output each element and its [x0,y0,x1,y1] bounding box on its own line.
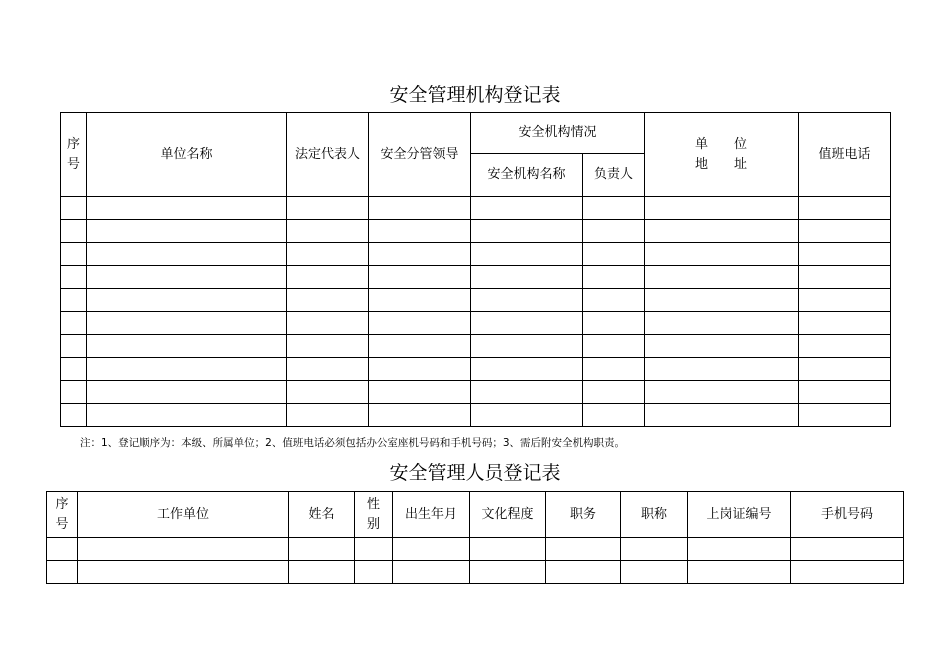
table-cell[interactable] [47,561,78,584]
table-cell[interactable] [645,289,799,312]
table-cell[interactable] [47,538,78,561]
table-row [61,220,891,243]
safety-personnel-register-table [46,491,904,584]
table-cell[interactable] [369,404,471,427]
table-cell[interactable] [791,538,904,561]
table-cell[interactable] [645,243,799,266]
table-cell[interactable] [471,335,583,358]
table-row [61,404,891,427]
table-cell[interactable] [61,243,87,266]
table-cell[interactable] [645,312,799,335]
table-cell[interactable] [369,335,471,358]
table-cell[interactable] [287,335,369,358]
table-cell[interactable] [546,561,621,584]
header-position: 职务 [546,492,621,538]
table-cell[interactable] [87,381,287,404]
table-cell[interactable] [78,561,289,584]
title-safety-personnel-register: 安全管理人员登记表 [389,462,561,484]
table-cell[interactable] [87,266,287,289]
header-seq: 序 号 [47,492,78,538]
table-cell[interactable] [583,266,645,289]
table-cell[interactable] [799,358,891,381]
table-cell[interactable] [471,312,583,335]
table-cell[interactable] [61,266,87,289]
table-cell[interactable] [87,404,287,427]
table-cell[interactable] [87,289,287,312]
table-cell[interactable] [645,220,799,243]
table-cell[interactable] [87,312,287,335]
header-birth: 出生年月 [393,492,470,538]
table-cell[interactable] [61,404,87,427]
table-cell[interactable] [688,561,791,584]
table-cell[interactable] [287,220,369,243]
table-cell[interactable] [471,197,583,220]
table-row [61,381,891,404]
table-cell[interactable] [799,404,891,427]
table-cell[interactable] [799,381,891,404]
table-cell[interactable] [393,561,470,584]
header-cert-no: 上岗证编号 [688,492,791,538]
table-cell[interactable] [393,538,470,561]
table-cell[interactable] [583,243,645,266]
table-row [61,335,891,358]
header-legal-rep: 法定代表人 [287,113,369,197]
table-cell[interactable] [287,404,369,427]
table-cell[interactable] [471,358,583,381]
header-person-in-charge: 负责人 [583,154,645,197]
table-cell[interactable] [287,312,369,335]
header-unit-address: 单 位 地 址 [645,113,799,197]
table-cell[interactable] [87,358,287,381]
table-cell[interactable] [583,335,645,358]
table-cell[interactable] [799,289,891,312]
header-education: 文化程度 [470,492,546,538]
table-cell[interactable] [583,312,645,335]
table-row [61,266,891,289]
table-cell[interactable] [799,220,891,243]
table-cell[interactable] [799,312,891,335]
header-seq: 序 号 [61,113,87,197]
table-row [47,538,904,561]
table-cell[interactable] [87,243,287,266]
table-cell[interactable] [87,335,287,358]
table-cell[interactable] [688,538,791,561]
table-cell[interactable] [546,538,621,561]
table-cell[interactable] [369,243,471,266]
table-cell[interactable] [61,381,87,404]
table-cell[interactable] [471,289,583,312]
table-cell[interactable] [470,561,546,584]
table-cell[interactable] [369,289,471,312]
table-cell[interactable] [645,358,799,381]
table-cell[interactable] [369,266,471,289]
table-cell[interactable] [583,404,645,427]
table-cell[interactable] [287,243,369,266]
table-cell[interactable] [799,197,891,220]
table-cell[interactable] [471,404,583,427]
table-cell[interactable] [355,538,393,561]
table-row [61,312,891,335]
table-row [61,243,891,266]
table-cell[interactable] [583,358,645,381]
table-cell[interactable] [583,289,645,312]
table-cell[interactable] [645,266,799,289]
table-cell[interactable] [61,197,87,220]
table-cell[interactable] [471,381,583,404]
table-cell[interactable] [645,335,799,358]
table-cell[interactable] [369,312,471,335]
table-cell[interactable] [621,561,688,584]
table-cell[interactable] [583,220,645,243]
header-org-name: 安全机构名称 [471,154,583,197]
table-cell[interactable] [645,381,799,404]
header-duty-phone: 值班电话 [799,113,891,197]
table-cell[interactable] [78,538,289,561]
table-cell[interactable] [369,358,471,381]
table-cell[interactable] [471,266,583,289]
table-cell[interactable] [471,220,583,243]
header-mobile: 手机号码 [791,492,904,538]
table-cell[interactable] [61,220,87,243]
table-cell[interactable] [470,538,546,561]
header-work-unit: 工作单位 [78,492,289,538]
table-cell[interactable] [369,381,471,404]
table-cell[interactable] [289,561,355,584]
table-cell[interactable] [287,358,369,381]
table-cell[interactable] [61,358,87,381]
header-gender: 性 别 [355,492,393,538]
header-name: 姓名 [289,492,355,538]
table-cell[interactable] [471,243,583,266]
table-cell[interactable] [791,561,904,584]
table-cell[interactable] [287,381,369,404]
table-cell[interactable] [645,404,799,427]
table-cell[interactable] [289,538,355,561]
table-row [61,289,891,312]
table-cell[interactable] [287,266,369,289]
table-cell[interactable] [583,381,645,404]
table-cell[interactable] [61,312,87,335]
safety-org-register-table [60,112,891,427]
table-cell[interactable] [87,220,287,243]
table-row [47,561,904,584]
table-cell[interactable] [287,289,369,312]
table-cell[interactable] [61,335,87,358]
table-cell[interactable] [583,197,645,220]
table-row [61,358,891,381]
table-cell[interactable] [621,538,688,561]
header-unit-name: 单位名称 [87,113,287,197]
table-cell[interactable] [369,197,471,220]
registration-note: 注：1、登记顺序为：本级、所属单位；2、值班电话必须包括办公室座机号码和手机号码；3、需后附安全机构职责。 [80,437,626,449]
table-cell[interactable] [355,561,393,584]
title-safety-org-register: 安全管理机构登记表 [389,84,561,106]
table-cell[interactable] [799,266,891,289]
table-cell[interactable] [369,220,471,243]
table-cell[interactable] [799,243,891,266]
table-cell[interactable] [61,289,87,312]
table-cell[interactable] [645,197,799,220]
table-cell[interactable] [799,335,891,358]
header-title: 职称 [621,492,688,538]
table-row [61,197,891,220]
header-org-info: 安全机构情况 [471,113,645,154]
header-safety-leader: 安全分管领导 [369,113,471,197]
table-cell[interactable] [87,197,287,220]
table-cell[interactable] [287,197,369,220]
